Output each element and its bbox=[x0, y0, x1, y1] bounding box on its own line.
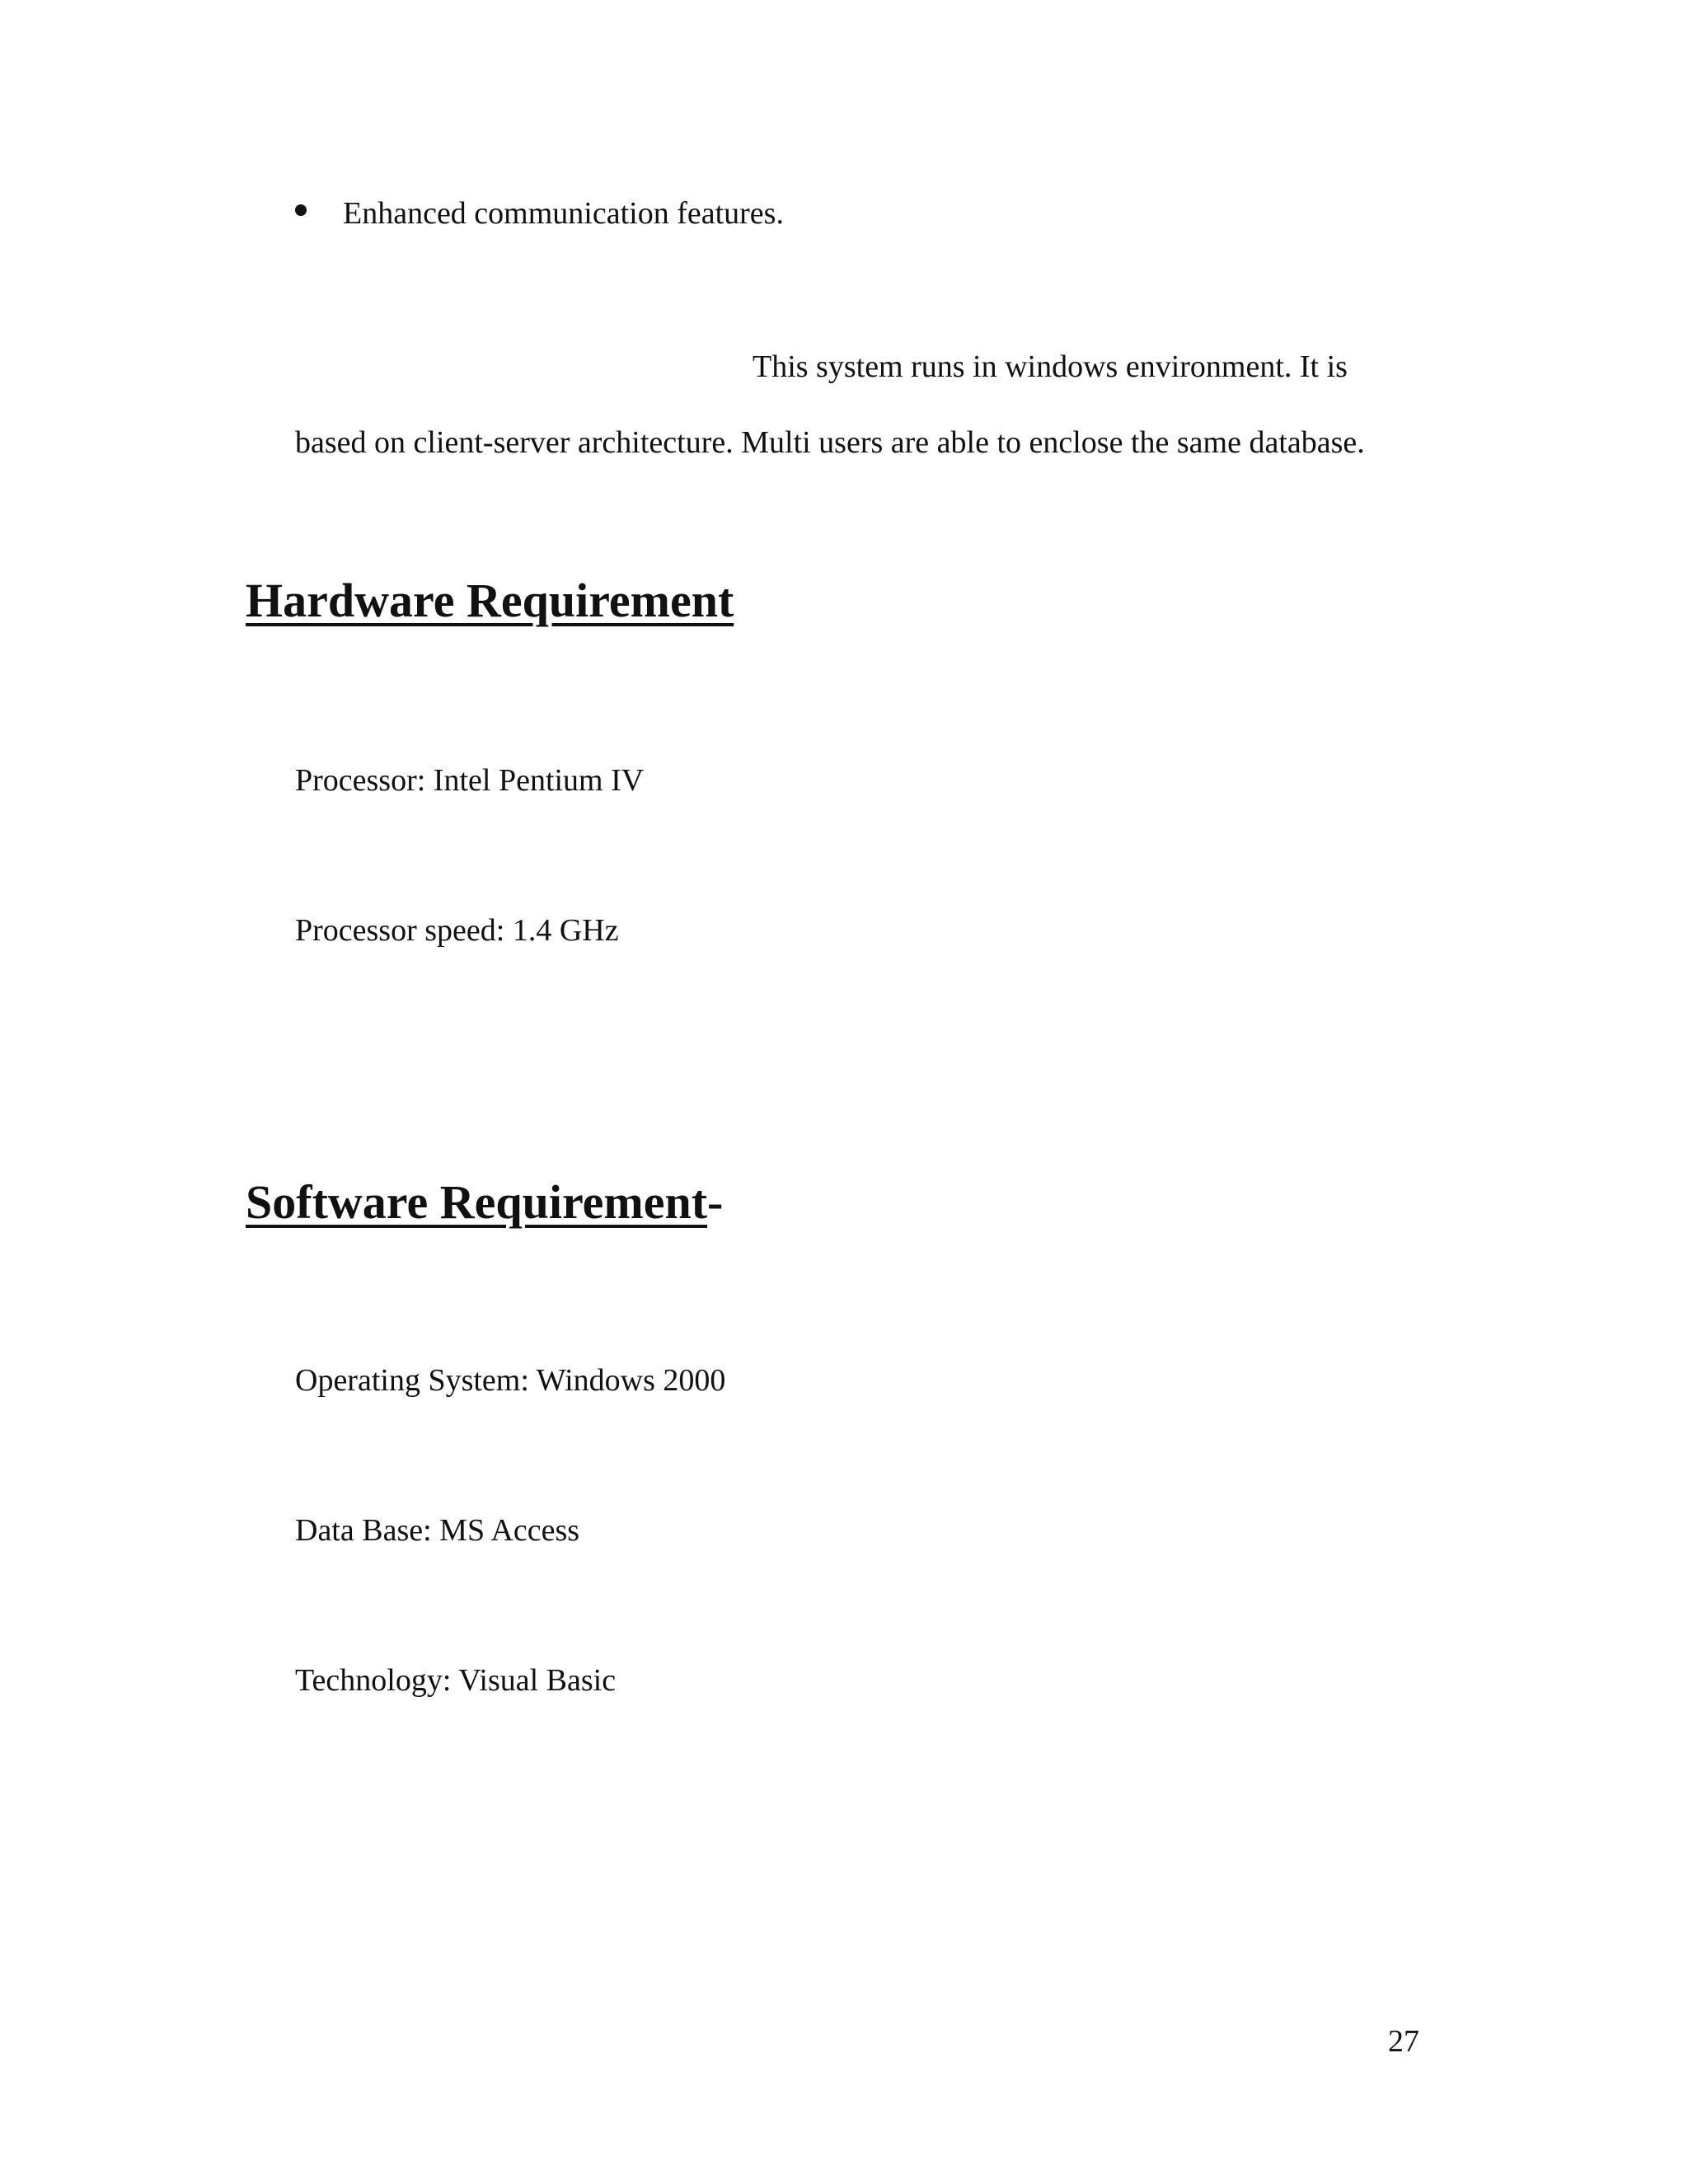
paragraph-line-2: based on client-server architecture. Multi users are able to enclose the same database. bbox=[295, 425, 1365, 460]
software-item-technology: Technology: Visual Basic bbox=[295, 1663, 617, 1698]
hardware-item-speed: Processor speed: 1.4 GHz bbox=[295, 913, 619, 948]
hardware-heading-text: Hardware Requirement bbox=[246, 574, 734, 627]
page-number: 27 bbox=[1388, 2024, 1419, 2059]
bullet-dot-icon bbox=[295, 204, 307, 216]
hardware-item-processor: Processor: Intel Pentium IV bbox=[295, 763, 645, 798]
software-heading-suffix: - bbox=[707, 1175, 724, 1229]
bullet-item: Enhanced communication features. bbox=[343, 196, 784, 231]
software-item-database: Data Base: MS Access bbox=[295, 1513, 580, 1548]
software-item-os: Operating System: Windows 2000 bbox=[295, 1363, 726, 1398]
hardware-heading bbox=[246, 574, 734, 627]
software-heading-text: Software Requirement bbox=[246, 1175, 708, 1229]
paragraph-line-1: This system runs in windows environment. It is bbox=[753, 349, 1348, 384]
software-heading bbox=[246, 1175, 724, 1229]
